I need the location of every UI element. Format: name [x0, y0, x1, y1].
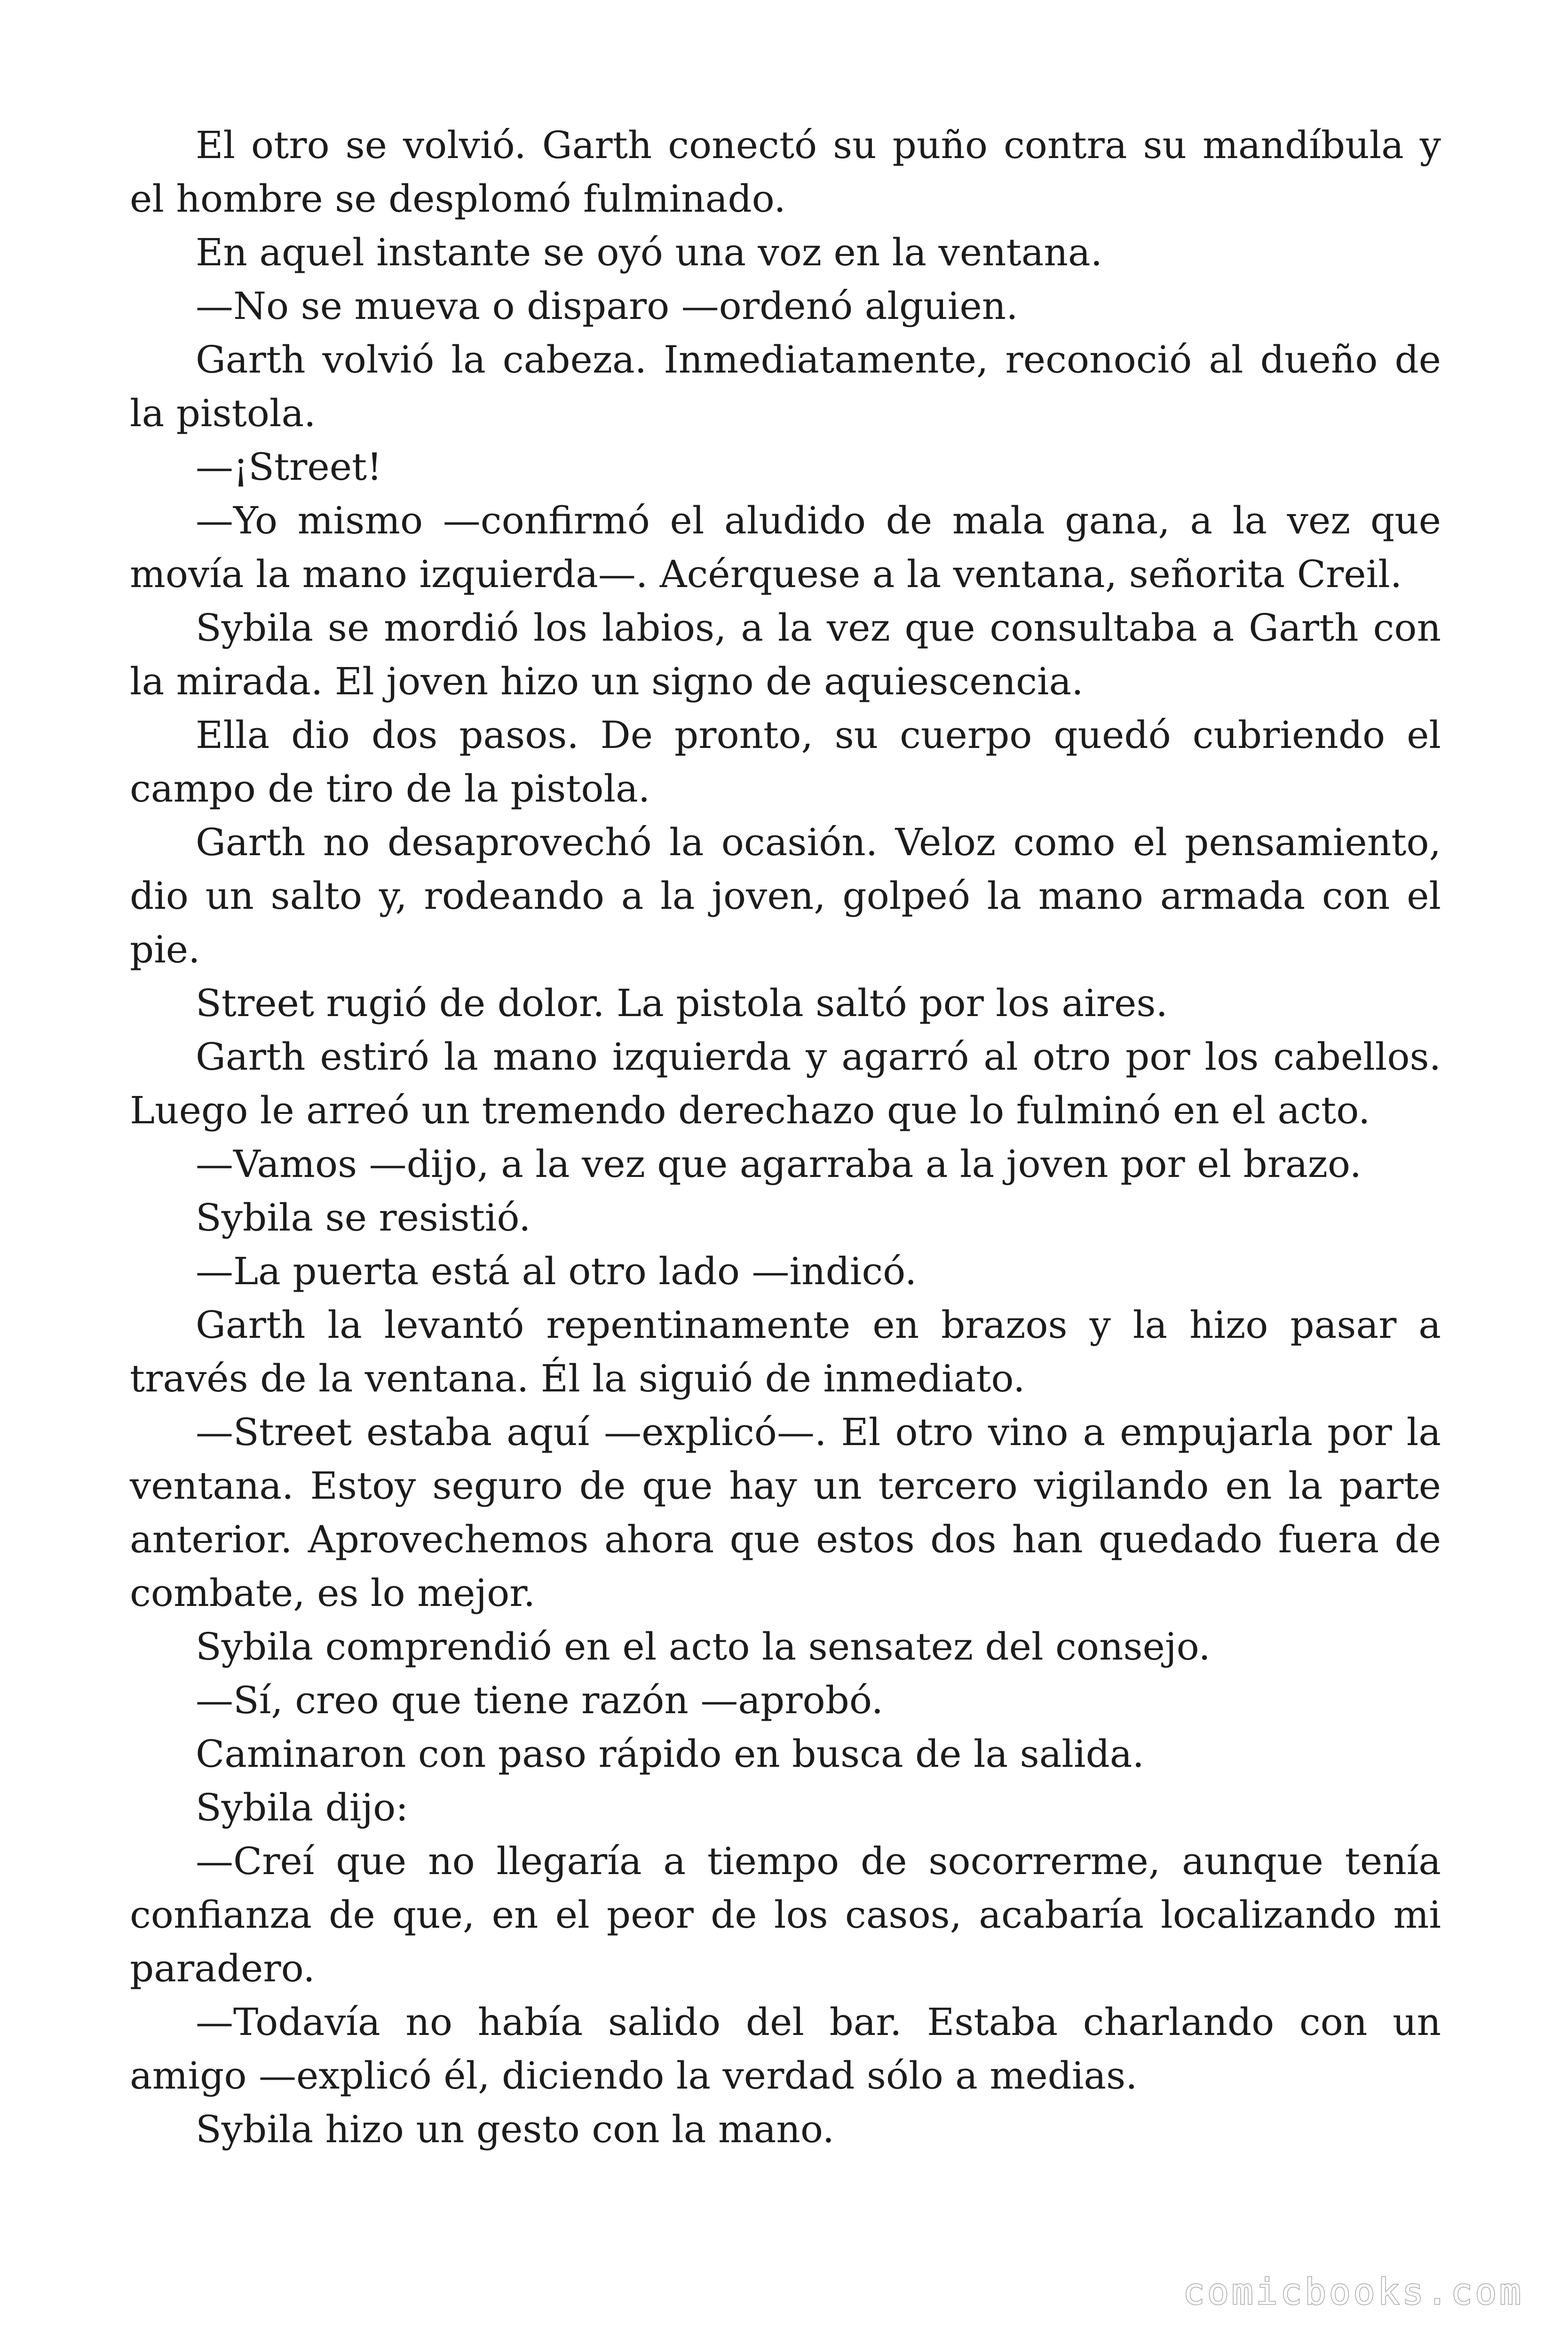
paragraph: —¡Street! — [196, 445, 382, 489]
paragraph: —No se mueva o disparo —ordenó alguien. — [196, 284, 1018, 328]
paragraph: Ella dio dos pasos. De pronto, su cuerpo quedó cubriendo el campo de tiro de la pistola. — [130, 713, 1441, 810]
page-body — [130, 119, 1441, 2156]
paragraph: Garth estiró la mano izquierda y agarró al otro por los cabellos. Luego le arreó un tremendo derechazo que lo fulminó en el acto. — [130, 1035, 1441, 1132]
paragraph: Sybila dijo: — [196, 1786, 409, 1829]
paragraph: —Yo mismo —confirmó el aludido de mala gana, a la vez que movía la mano izquierda—. Acérquese a la ventana, señorita Creil. — [130, 499, 1441, 596]
paragraph: —Todavía no había salido del bar. Estaba charlando con un amigo —explicó él, diciendo la verdad sólo a medias. — [130, 2000, 1441, 2098]
paragraph: —Vamos —dijo, a la vez que agarraba a la joven por el brazo. — [196, 1142, 1362, 1186]
paragraph: Street rugió de dolor. La pistola saltó por los aires. — [196, 981, 1168, 1025]
paragraph: Sybila comprendió en el acto la sensatez del consejo. — [196, 1625, 1211, 1669]
paragraph: En aquel instante se oyó una voz en la ventana. — [196, 230, 1103, 274]
paragraph: Garth volvió la cabeza. Inmediatamente, reconoció al dueño de la pistola. — [130, 338, 1441, 435]
paragraph: —La puerta está al otro lado —indicó. — [196, 1249, 917, 1293]
paragraph: Sybila hizo un gesto con la mano. — [196, 2107, 835, 2151]
paragraph: Caminaron con paso rápido en busca de la salida. — [196, 1732, 1144, 1776]
paragraph: Sybila se mordió los labios, a la vez que consultaba a Garth con la mirada. El joven hizo un signo de aquiescencia. — [130, 606, 1441, 703]
watermark: comicbooks.com — [1183, 2271, 1524, 2312]
paragraph: —Sí, creo que tiene razón —aprobó. — [196, 1678, 884, 1722]
paragraph: Sybila se resistió. — [196, 1196, 531, 1240]
paragraph: El otro se volvió. Garth conectó su puño contra su mandíbula y el hombre se desplomó fulminado. — [130, 123, 1441, 221]
paragraph: Garth la levantó repentinamente en brazos y la hizo pasar a través de la ventana. Él la siguió de inmediato. — [130, 1303, 1441, 1400]
paragraph: —Creí que no llegaría a tiempo de socorrerme, aunque tenía confianza de que, en el peor de los casos, acabaría localizando mi paradero. — [130, 1839, 1441, 1990]
paragraph: —Street estaba aquí —explicó—. El otro vino a empujarla por la ventana. Estoy seguro de que hay un tercero vigilando en la parte anterior. Aprovechemos ahora que estos dos han quedado fuera de combate, es lo mejor. — [130, 1410, 1441, 1615]
paragraph: Garth no desaprovechó la ocasión. Veloz como el pensamiento, dio un salto y, rodeando a la joven, golpeó la mano armada con el pie. — [130, 820, 1441, 971]
